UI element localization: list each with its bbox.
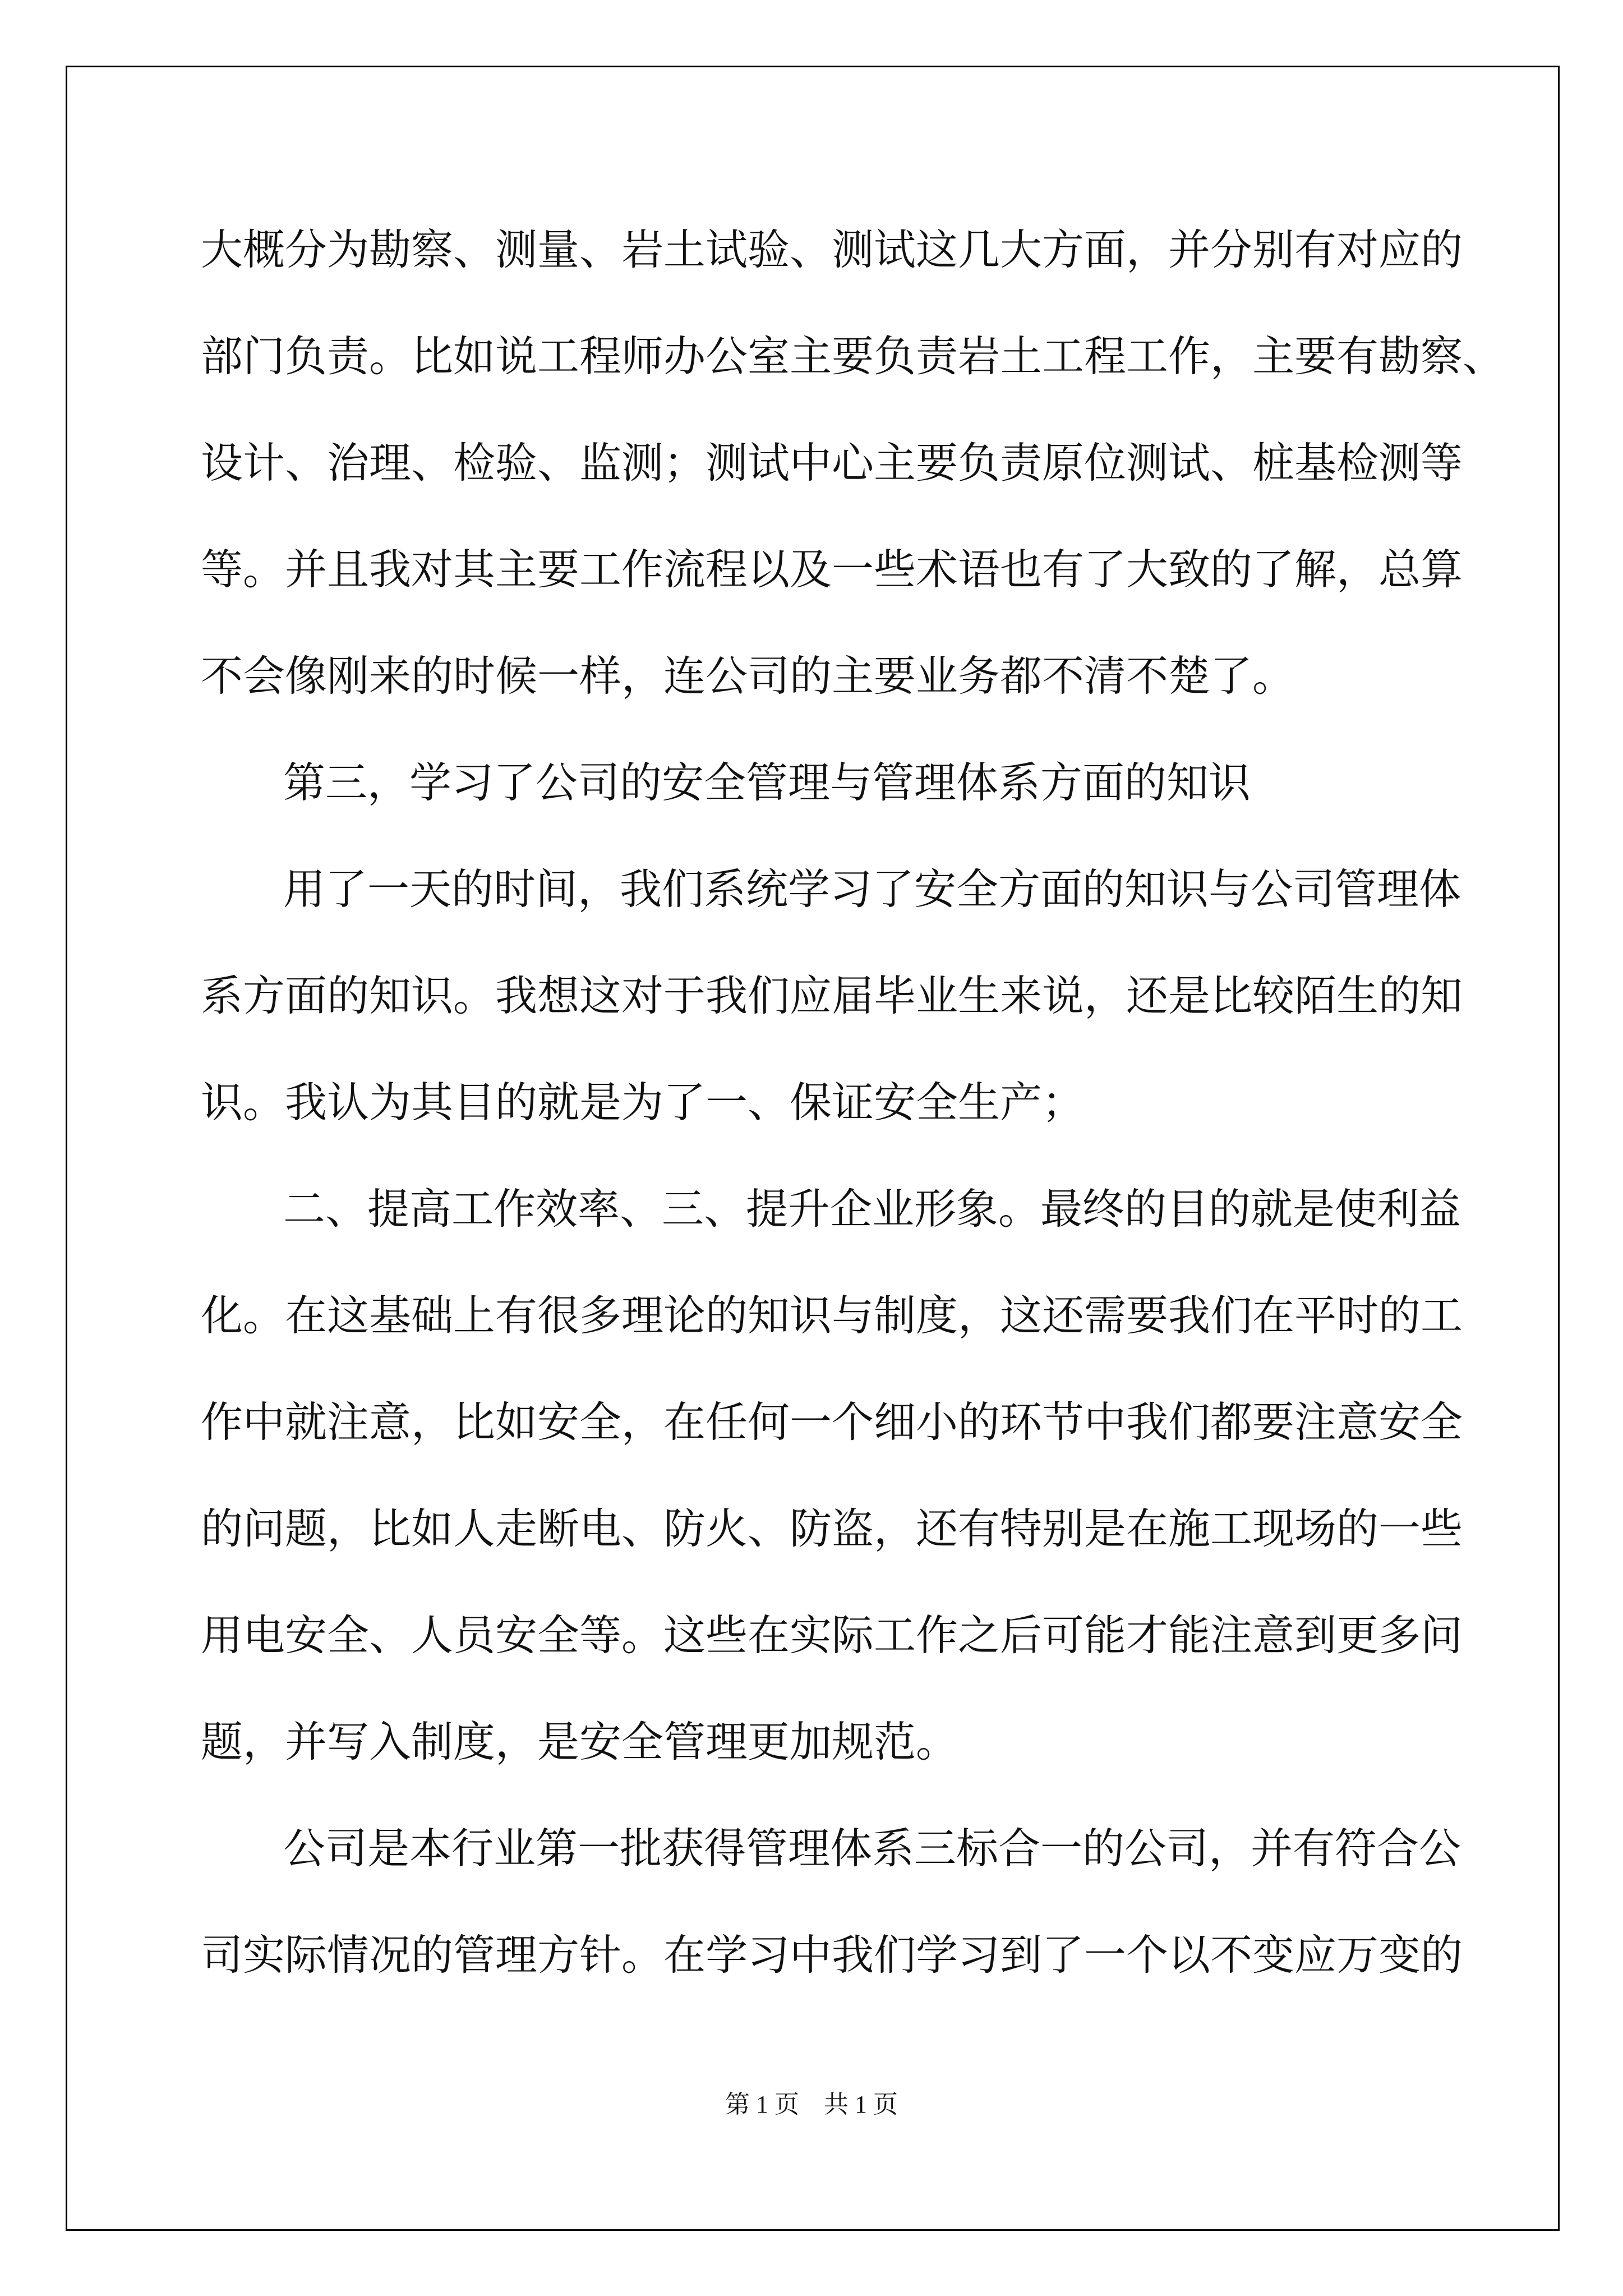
text-line: 用电安全、人员安全等。这些在实际工作之后可能才能注意到更多问	[201, 1611, 1463, 1660]
text-line: 不会像刚来的时候一样，连公司的主要业务都不清不楚了。	[201, 651, 1295, 701]
text-line: 大概分为勘察、测量、岩土试验、测试这几大方面，并分别有对应的	[201, 225, 1463, 274]
text-line: 系方面的知识。我想这对于我们应届毕业生来说，还是比较陌生的知	[201, 971, 1463, 1020]
text-line: 部门负责。比如说工程师办公室主要负责岩土工程工作，主要有勘察、	[201, 332, 1505, 381]
text-line: 等。并且我对其主要工作流程以及一些术语也有了大致的了解，总算	[201, 545, 1463, 594]
text-line: 的问题，比如人走断电、防火、防盗，还有特别是在施工现场的一些	[201, 1504, 1463, 1553]
paragraph-start: 公司是本行业第一批获得管理体系三标合一的公司，并有符合公	[283, 1824, 1461, 1873]
section-heading: 第三，学习了公司的安全管理与管理体系方面的知识	[283, 758, 1251, 807]
paragraph-start: 用了一天的时间，我们系统学习了安全方面的知识与公司管理体	[283, 864, 1461, 914]
paragraph-start: 二、提高工作效率、三、提升企业形象。最终的目的就是使利益	[283, 1184, 1461, 1234]
text-line: 化。在这基础上有很多理论的知识与制度，这还需要我们在平时的工	[201, 1291, 1463, 1340]
text-line: 设计、治理、检验、监测；测试中心主要负责原位测试、桩基检测等	[201, 438, 1463, 487]
page-number-footer: 第 1 页 共 1 页	[725, 2091, 898, 2118]
text-line: 识。我认为其目的就是为了一、保证安全生产；	[201, 1078, 1085, 1127]
text-line: 司实际情况的管理方针。在学习中我们学习到了一个以不变应万变的	[201, 1930, 1463, 1980]
text-line: 作中就注意，比如安全，在任何一个细小的环节中我们都要注意安全	[201, 1397, 1463, 1447]
text-line: 题，并写入制度，是安全管理更加规范。	[201, 1717, 958, 1766]
page-border	[66, 66, 1560, 2231]
